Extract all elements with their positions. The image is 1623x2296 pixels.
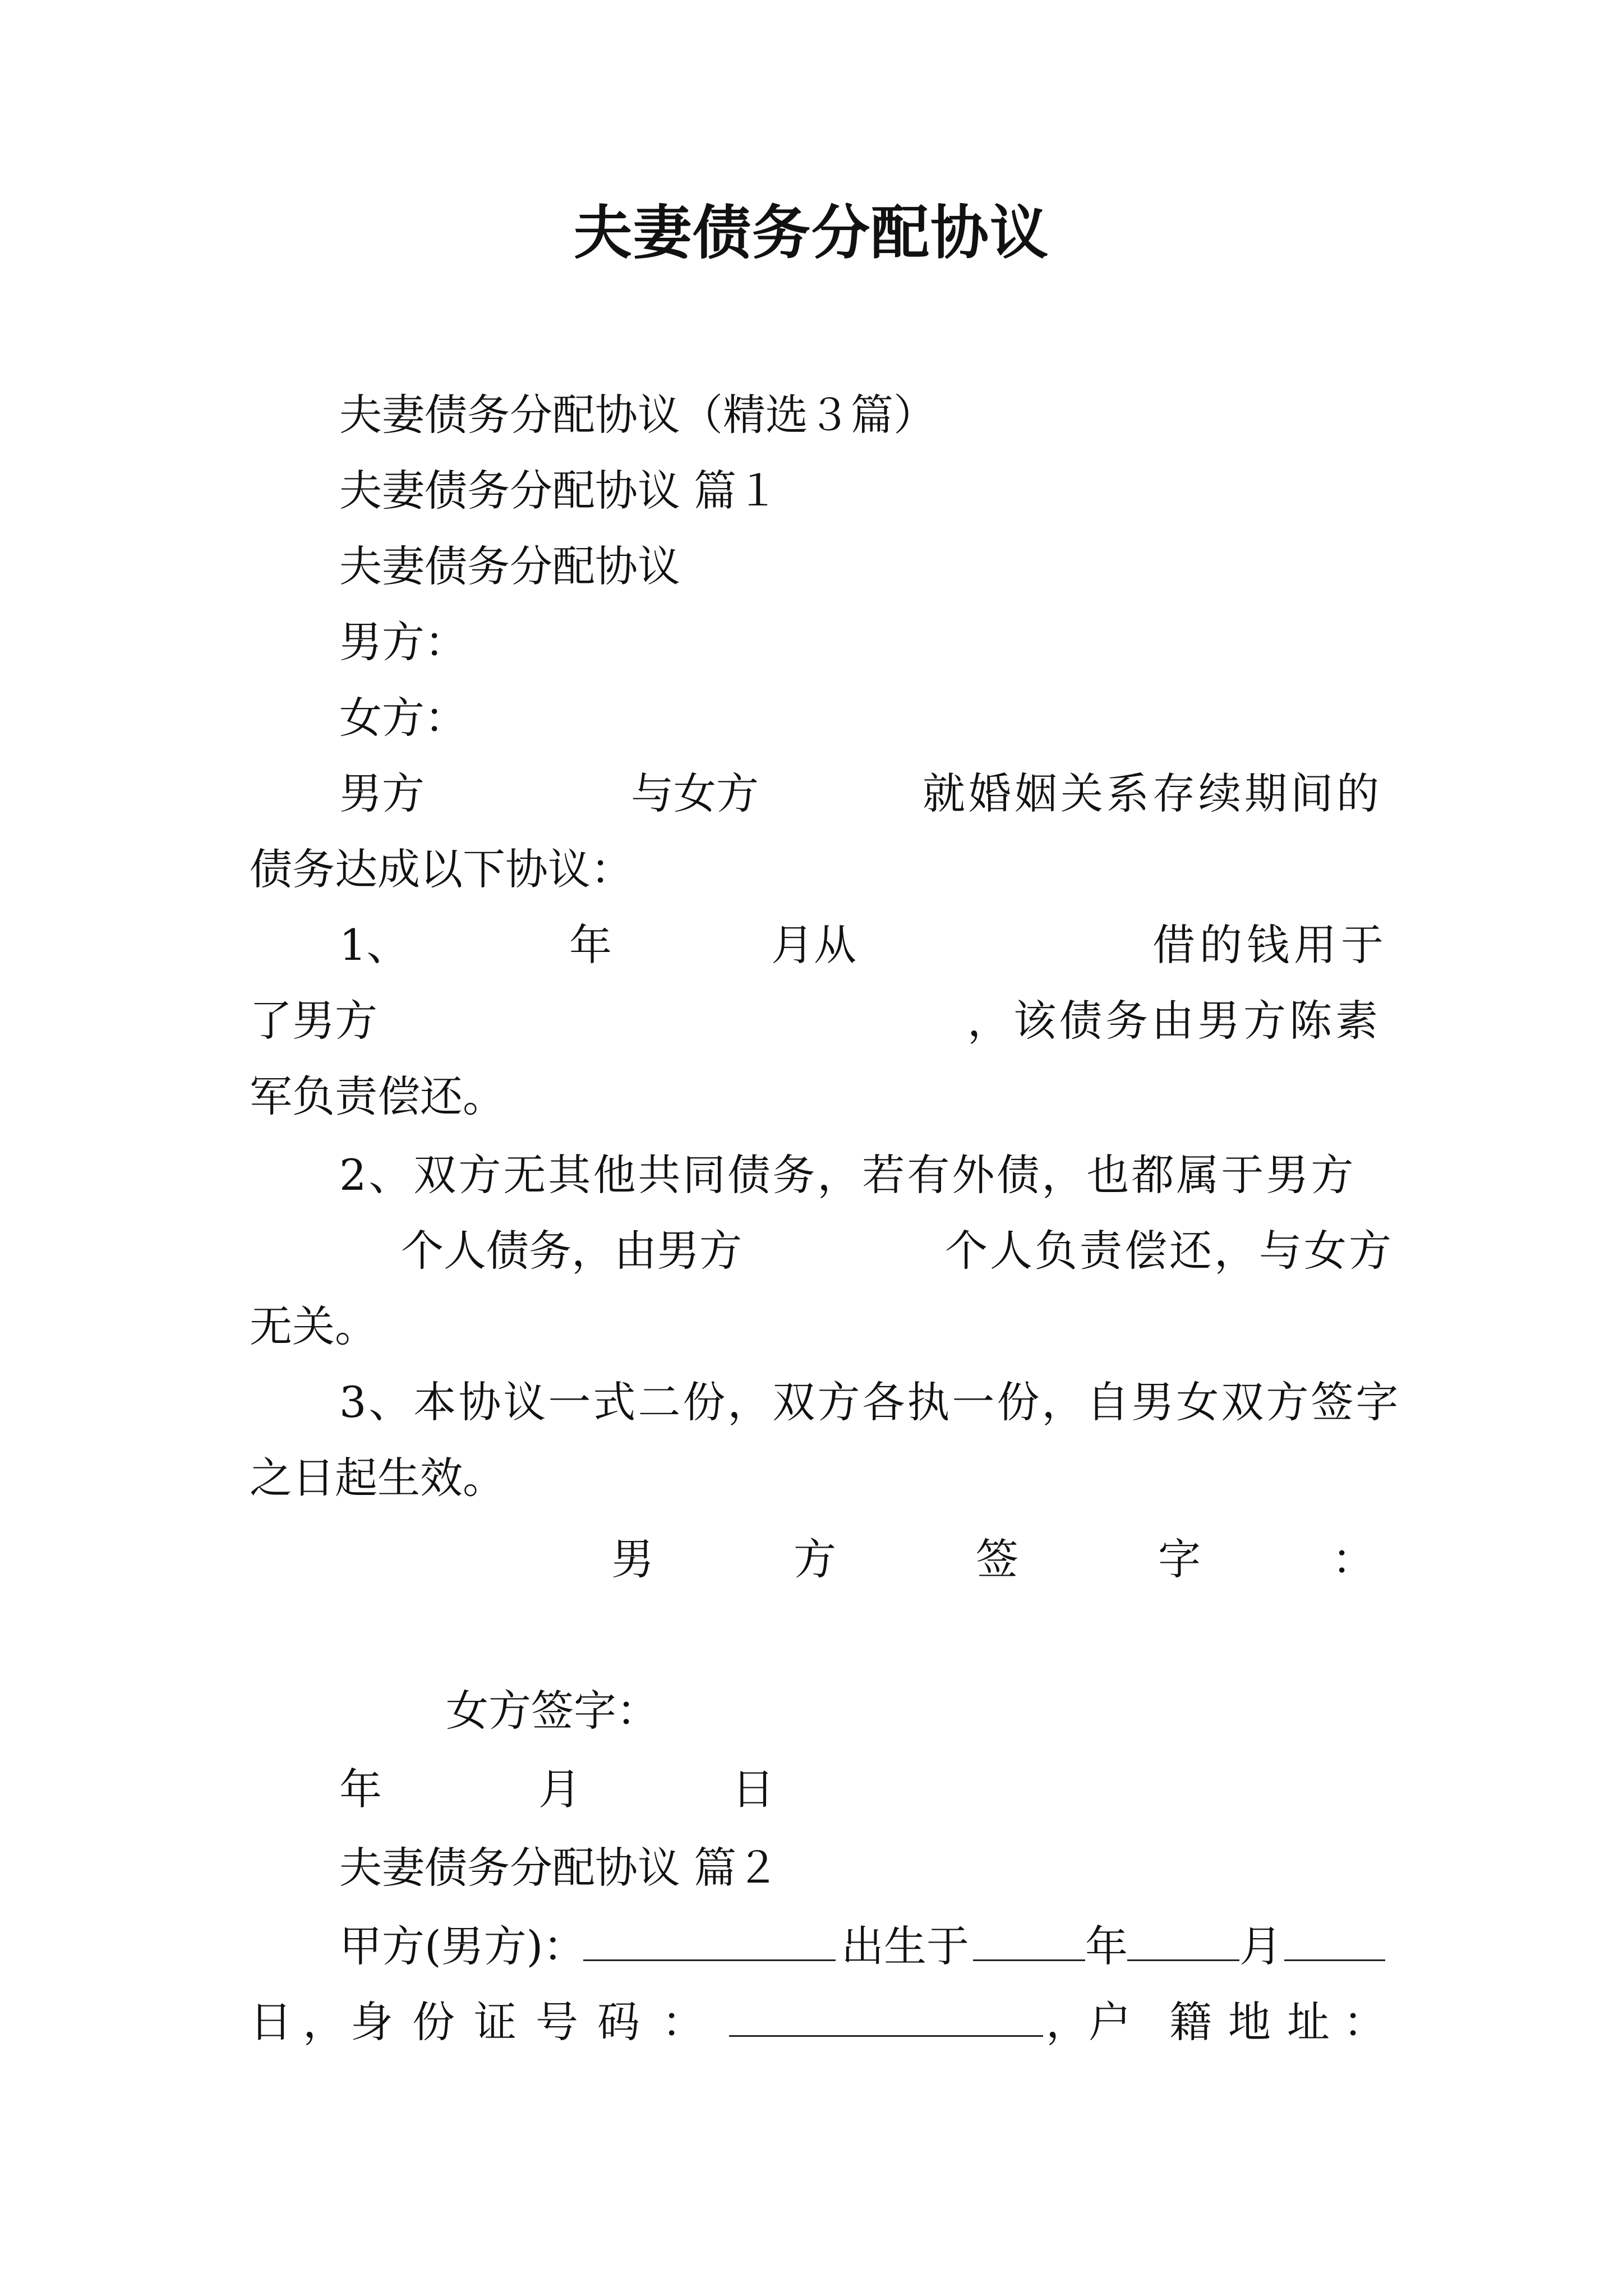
- paragraph-text: 身: [351, 1997, 393, 2047]
- paragraph-text: 与女方: [631, 769, 759, 818]
- blank-month[interactable]: [1127, 1920, 1239, 1961]
- paragraph-text: ，: [303, 1997, 345, 2047]
- paragraph-text: 无关。: [250, 1301, 377, 1351]
- date-month: 月: [538, 1764, 581, 1814]
- paragraph-text: ：: [662, 1997, 704, 2047]
- date-year: 年: [339, 1764, 382, 1814]
- signature-male-label: 字: [1158, 1534, 1201, 1584]
- paragraph-text: 个人债务，由男方: [401, 1226, 742, 1276]
- paragraph-text: 日: [250, 1997, 292, 2047]
- paragraph-text: ，该债务由男方陈素: [967, 996, 1381, 1046]
- subtitle-selection: 夫妻债务分配协议（精选３篇）: [339, 390, 936, 440]
- paragraph-text: 码: [597, 1997, 640, 2047]
- paragraph-text: ，户: [1046, 1997, 1131, 2047]
- paragraph-text: 3、本协议一式二份，双方各执一份，自男女双方签字: [339, 1377, 1401, 1427]
- document-title: 夫妻债务分配协议: [573, 198, 1049, 267]
- blank-name[interactable]: [583, 1920, 836, 1961]
- blank-id-number[interactable]: [729, 1996, 1043, 2037]
- paragraph-text: 年: [569, 920, 612, 970]
- paragraph-text: 军负责偿还。: [250, 1071, 505, 1121]
- paragraph-text: 地: [1228, 1997, 1271, 2047]
- section-heading-2: 夫妻债务分配协议 篇２: [339, 1843, 780, 1893]
- section-heading-1: 夫妻债务分配协议 篇１: [339, 466, 780, 516]
- party-female-label: 女方：: [339, 693, 467, 743]
- paragraph-text: 男方: [339, 769, 425, 818]
- signature-female-label: 女方签字：: [446, 1686, 659, 1736]
- paragraph-text: 借的钱用于: [1152, 920, 1388, 970]
- signature-male-label: ：: [1332, 1534, 1375, 1584]
- paragraph-text: 2、双方无其他共同债务，若有外债，也都属于男方: [339, 1150, 1356, 1200]
- party-male-label: 男方：: [339, 617, 467, 667]
- item-number: 1、: [339, 920, 409, 970]
- signature-male-label: 签: [976, 1534, 1018, 1584]
- date-day: 日: [732, 1764, 774, 1814]
- year-label: 年: [1085, 1921, 1128, 1971]
- signature-male-label: 男: [611, 1534, 654, 1584]
- paragraph-text: 债务达成以下协议：: [250, 844, 633, 894]
- paragraph-text: 份: [412, 1997, 455, 2047]
- paragraph-text: 籍: [1169, 1997, 1212, 2047]
- paragraph-text: 月从: [771, 920, 856, 970]
- paragraph-text: 就婚姻关系存续期间的: [923, 769, 1382, 818]
- blank-year[interactable]: [973, 1920, 1085, 1961]
- paragraph-text: 之日起生效。: [250, 1453, 505, 1503]
- born-label: 出生于: [841, 1921, 969, 1971]
- paragraph-text: ：: [1343, 1997, 1386, 2047]
- paragraph-text: 个人负责偿还，与女方: [945, 1226, 1394, 1276]
- party-a-label: 甲方(男方)：: [339, 1921, 586, 1971]
- paragraph-text: 址: [1287, 1997, 1330, 2047]
- paragraph-text: 号: [536, 1997, 578, 2047]
- signature-male-label: 方: [794, 1534, 836, 1584]
- paragraph-text: 了男方: [250, 996, 377, 1046]
- month-label: 月: [1239, 1921, 1282, 1971]
- paragraph-text: 证: [474, 1997, 517, 2047]
- agreement-heading: 夫妻债务分配协议: [339, 541, 680, 591]
- blank-day[interactable]: [1284, 1920, 1385, 1961]
